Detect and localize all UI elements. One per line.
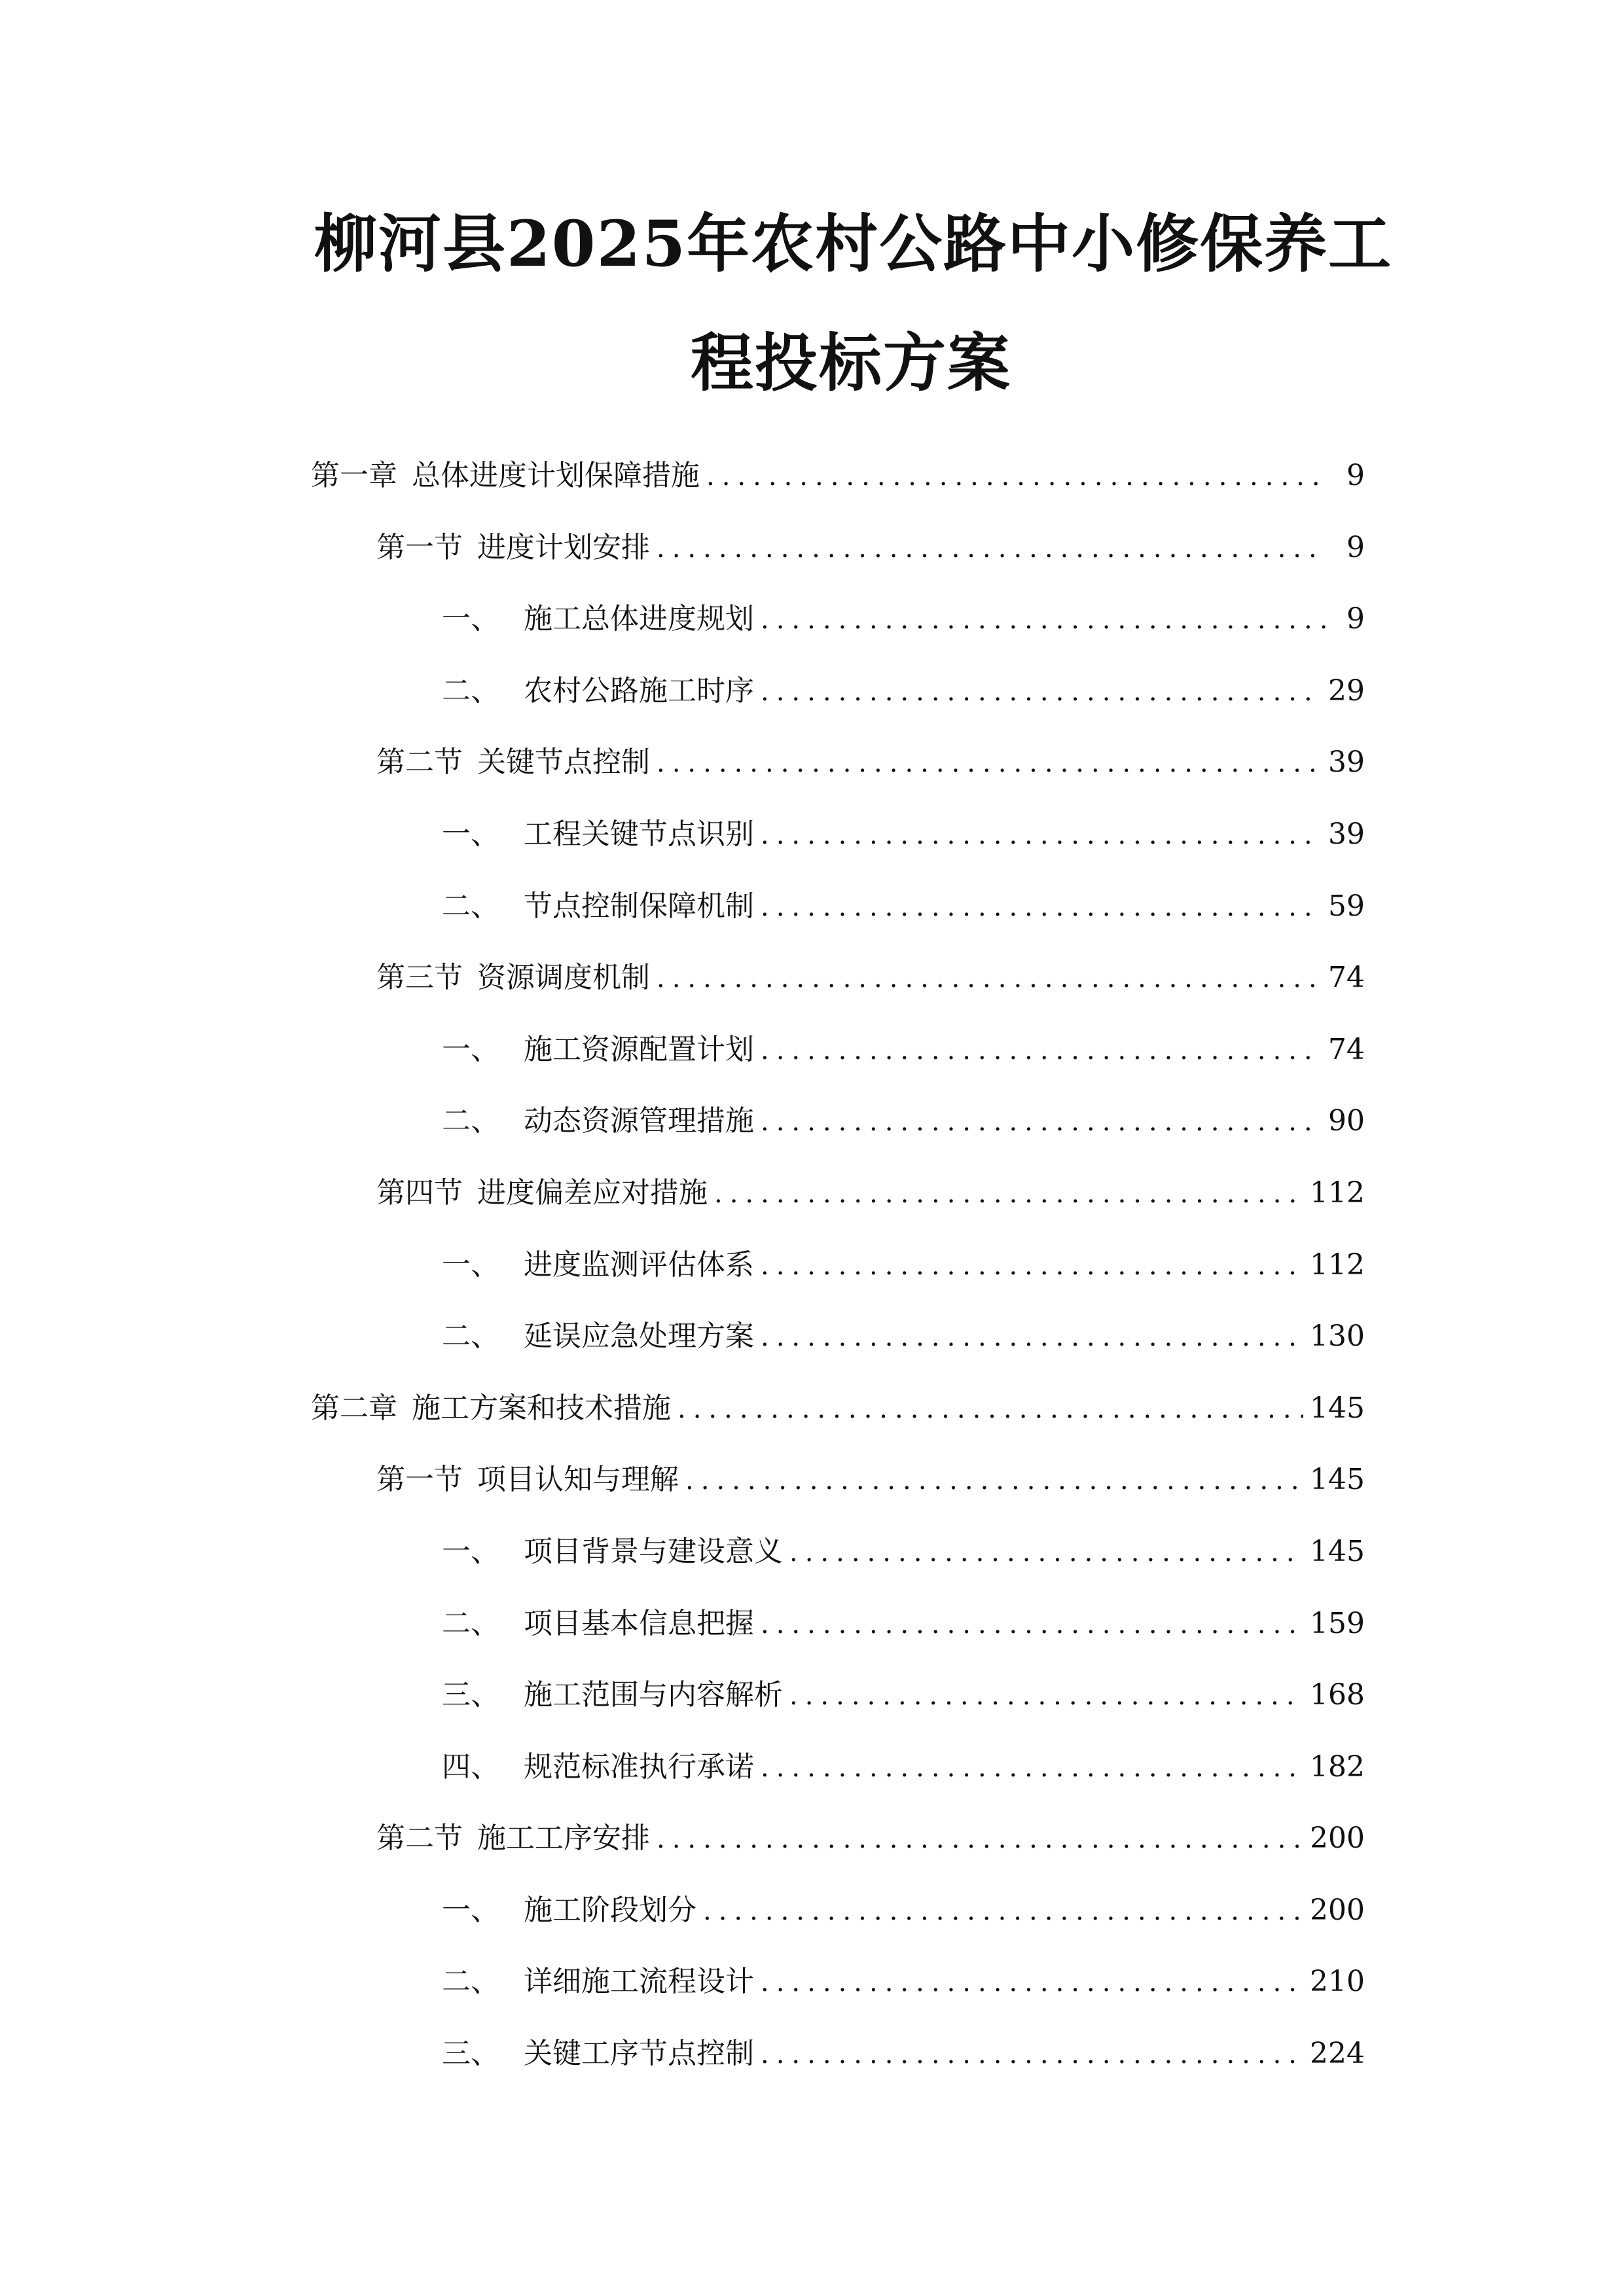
toc-page-number: 74 xyxy=(1328,1032,1365,1066)
toc-entry-text: 关键节点控制 xyxy=(477,745,650,780)
toc-entry-number: 二、 xyxy=(442,1104,499,1138)
toc-entry-label xyxy=(376,512,650,584)
toc-entry-label xyxy=(376,1444,679,1516)
toc-entry-number: 三、 xyxy=(442,1678,499,1712)
toc-entry-text: 施工方案和技术措施 xyxy=(412,1391,671,1425)
toc-dot-leader xyxy=(761,800,1322,872)
toc-entry-label xyxy=(442,2018,754,2090)
toc-entry-number: 一、 xyxy=(442,1247,499,1282)
toc-dot-leader xyxy=(761,656,1322,728)
toc-entry-label xyxy=(376,1803,650,1874)
toc-entry[interactable] xyxy=(311,726,1365,798)
toc-page-number: 145 xyxy=(1310,1391,1365,1425)
toc-entry-text: 项目基本信息把握 xyxy=(524,1606,754,1640)
toc-entry-label xyxy=(442,1085,754,1157)
toc-entry[interactable] xyxy=(311,1372,1365,1444)
toc-entry[interactable] xyxy=(311,1659,1365,1731)
toc-entry-label xyxy=(442,798,754,870)
toc-entry[interactable] xyxy=(311,942,1365,1014)
toc-page-number: 112 xyxy=(1310,1247,1365,1282)
document-title-line2: 程投标方案 xyxy=(691,326,1011,400)
toc-page-number: 145 xyxy=(1310,1463,1365,1497)
toc-entry-text: 施工工序安排 xyxy=(477,1821,650,1856)
toc-entry[interactable] xyxy=(311,1731,1365,1803)
toc-entry-text: 进度计划安排 xyxy=(477,530,650,564)
toc-entry[interactable] xyxy=(311,1085,1365,1157)
toc-entry-text: 总体进度计划保障措施 xyxy=(412,459,700,492)
toc-entry-text: 详细施工流程设计 xyxy=(524,1965,754,1999)
toc-entry[interactable] xyxy=(311,798,1365,870)
toc-dot-leader xyxy=(761,1302,1303,1374)
toc-dot-leader xyxy=(703,1876,1303,1948)
table-of-contents xyxy=(311,440,1365,2090)
toc-entry-number: 一、 xyxy=(442,817,499,851)
toc-dot-leader xyxy=(761,1230,1303,1302)
toc-entry-text: 进度偏差应对措施 xyxy=(477,1175,708,1210)
toc-entry-number: 一、 xyxy=(442,1534,499,1568)
toc-entry-label xyxy=(442,1229,754,1301)
toc-entry-text: 动态资源管理措施 xyxy=(524,1104,754,1138)
toc-dot-leader xyxy=(761,1589,1303,1661)
toc-page-number: 90 xyxy=(1328,1104,1365,1138)
toc-entry-label xyxy=(376,942,650,1014)
toc-entry-label xyxy=(442,655,754,727)
toc-dot-leader xyxy=(657,1804,1303,1876)
toc-page-number: 9 xyxy=(1346,602,1365,636)
toc-entry-number: 二、 xyxy=(442,1606,499,1640)
toc-entry-number: 一、 xyxy=(442,602,499,636)
toc-dot-leader xyxy=(789,1660,1303,1732)
toc-entry[interactable] xyxy=(311,655,1365,727)
toc-dot-leader xyxy=(761,872,1322,944)
toc-entry-number: 二、 xyxy=(442,889,499,923)
toc-entry-number: 第一章 xyxy=(311,459,397,492)
toc-entry[interactable] xyxy=(311,1300,1365,1372)
toc-page-number: 182 xyxy=(1310,1749,1365,1784)
toc-dot-leader xyxy=(789,1517,1303,1589)
toc-dot-leader xyxy=(761,1086,1322,1158)
toc-entry[interactable] xyxy=(311,1588,1365,1660)
toc-page-number: 159 xyxy=(1310,1606,1365,1640)
toc-entry-number: 第二节 xyxy=(376,1821,463,1856)
toc-entry[interactable] xyxy=(311,1516,1365,1588)
toc-entry-number: 二、 xyxy=(442,673,499,708)
toc-dot-leader xyxy=(677,1374,1303,1446)
toc-page-number: 39 xyxy=(1328,745,1365,780)
toc-dot-leader xyxy=(761,1732,1303,1804)
document-title-line1: 柳河县2025年农村公路中小修保养工 xyxy=(314,207,1393,281)
toc-page-number: 39 xyxy=(1328,817,1365,851)
toc-entry-label xyxy=(376,726,650,798)
toc-entry[interactable] xyxy=(311,1444,1365,1516)
toc-entry-label xyxy=(442,1588,754,1660)
toc-entry-number: 三、 xyxy=(442,2037,499,2071)
toc-entry[interactable] xyxy=(311,583,1365,655)
toc-entry-text: 农村公路施工时序 xyxy=(524,673,754,708)
toc-entry[interactable] xyxy=(311,440,1365,512)
toc-dot-leader xyxy=(761,1015,1322,1087)
toc-entry-label xyxy=(442,1014,754,1086)
toc-page-number: 210 xyxy=(1310,1965,1365,1999)
toc-entry[interactable] xyxy=(311,870,1365,942)
toc-page-number: 145 xyxy=(1310,1534,1365,1568)
toc-dot-leader xyxy=(685,1445,1303,1517)
toc-dot-leader xyxy=(761,1947,1303,2019)
toc-entry-text: 进度监测评估体系 xyxy=(524,1247,754,1282)
toc-entry-number: 二、 xyxy=(442,1319,499,1354)
toc-entry-number: 第一节 xyxy=(376,530,463,564)
toc-page-number: 29 xyxy=(1328,673,1365,708)
toc-page-number: 59 xyxy=(1328,889,1365,923)
toc-entry[interactable] xyxy=(311,512,1365,584)
toc-page-number: 74 xyxy=(1328,961,1365,995)
toc-entry-text: 施工总体进度规划 xyxy=(524,602,754,636)
toc-entry[interactable] xyxy=(311,1946,1365,2018)
toc-entry-text: 项目认知与理解 xyxy=(477,1463,679,1497)
toc-entry[interactable] xyxy=(311,1229,1365,1301)
toc-entry-label xyxy=(442,1874,696,1946)
toc-dot-leader xyxy=(761,584,1326,656)
toc-entry-text: 资源调度机制 xyxy=(477,961,650,995)
toc-entry-number: 第四节 xyxy=(376,1175,463,1210)
toc-page-number: 168 xyxy=(1310,1678,1365,1712)
toc-entry-number: 第二章 xyxy=(311,1391,397,1425)
toc-entry-label xyxy=(442,1946,754,2018)
toc-entry-text: 施工范围与内容解析 xyxy=(524,1678,783,1712)
toc-entry-number: 第三节 xyxy=(376,961,463,995)
toc-entry-number: 四、 xyxy=(442,1749,499,1784)
toc-page-number: 112 xyxy=(1310,1175,1365,1210)
toc-entry[interactable] xyxy=(311,1874,1365,1946)
toc-entry-label xyxy=(442,1731,754,1803)
toc-entry-label xyxy=(311,440,700,512)
toc-entry[interactable] xyxy=(311,1803,1365,1874)
toc-entry-text: 关键工序节点控制 xyxy=(524,2037,754,2071)
toc-entry-number: 一、 xyxy=(442,1032,499,1066)
toc-entry-text: 施工阶段划分 xyxy=(524,1893,696,1927)
toc-entry-number: 第二节 xyxy=(376,745,463,780)
toc-dot-leader xyxy=(657,728,1322,800)
toc-page-number: 130 xyxy=(1310,1319,1365,1354)
toc-entry-text: 节点控制保障机制 xyxy=(524,889,754,923)
toc-page-number: 9 xyxy=(1346,530,1365,564)
toc-dot-leader xyxy=(657,943,1322,1015)
toc-page-number: 200 xyxy=(1310,1821,1365,1856)
toc-page-number: 9 xyxy=(1346,459,1365,492)
toc-dot-leader xyxy=(657,513,1326,585)
toc-entry-number: 第一节 xyxy=(376,1463,463,1497)
toc-dot-leader xyxy=(761,2019,1303,2091)
toc-entry[interactable] xyxy=(311,1014,1365,1086)
toc-entry-label xyxy=(442,583,754,655)
toc-entry-text: 施工资源配置计划 xyxy=(524,1032,754,1066)
toc-entry-number: 二、 xyxy=(442,1965,499,1999)
toc-entry[interactable] xyxy=(311,1157,1365,1229)
toc-entry[interactable] xyxy=(311,2018,1365,2090)
toc-entry-label xyxy=(442,1516,783,1588)
toc-dot-leader xyxy=(706,441,1326,513)
toc-page-number: 200 xyxy=(1310,1893,1365,1927)
toc-entry-number: 一、 xyxy=(442,1893,499,1927)
toc-entry-text: 项目背景与建设意义 xyxy=(524,1534,783,1568)
toc-entry-label xyxy=(442,1659,783,1731)
toc-page-number: 224 xyxy=(1310,2037,1365,2071)
toc-entry-label xyxy=(311,1372,671,1444)
toc-entry-label xyxy=(442,870,754,942)
toc-dot-leader xyxy=(714,1158,1303,1230)
toc-entry-text: 规范标准执行承诺 xyxy=(524,1749,754,1784)
toc-entry-label xyxy=(442,1300,754,1372)
toc-entry-text: 工程关键节点识别 xyxy=(524,817,754,851)
toc-entry-text: 延误应急处理方案 xyxy=(524,1319,754,1354)
toc-entry-label xyxy=(376,1157,708,1229)
